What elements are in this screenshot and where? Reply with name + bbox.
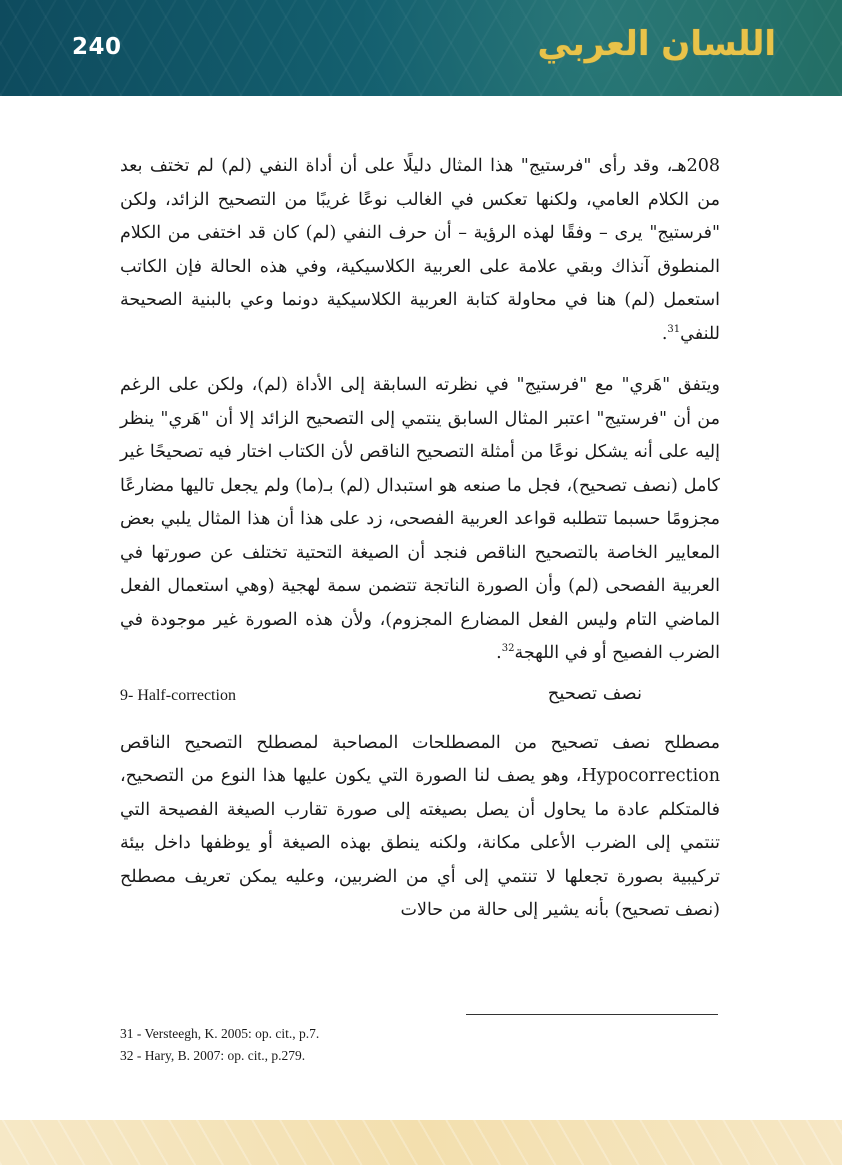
footnote-31: 31 - Versteegh, K. 2005: op. cit., p.7. [120,1026,320,1041]
paragraph-1-text: 208هـ، وقد رأى "فرستيج" هذا المثال دليلًا على أن أداة النفي (لم) لم تختف بعد من الكلام العامي، ولكنها تعكس في الغالب نوعًا غريبًا من التصحيح الزائد، ولكن "فرستيج" يرى – وفقًا لهذه الرؤية – أن حرف النفي (لم) كان قد اختفى من الكلام المنطوق آنذاك وبقي علامة على العربية الكلاسيكية، وفي هذه الحالة فإن الكاتب استعمل (لم) هنا في محاولة كتابة العربية الكلاسيكية دونما وعي بالبنية الصحيحة للنفي [120,156,720,344]
paragraph-3: مصطلح نصف تصحيح من المصطلحات المصاحبة لمصطلح التصحيح الناقص Hypocorrection، وهو يصف لنا الصورة التي يكون عليها هذا النوع من التصحيح، فالمتكلم عادة ما يحاول أن يصل بصيغته إلى صورة تقارب الصيغة الفصيحة التي تنتمي إلى الضرب الأعلى مكانة، ولكنه ينطق بهذه الصيغة أو يوظفها داخل بيئة تركيبية بصورة تجعلها لا تنتمي إلى أي من الضربين، وعليه يمكن تعريف مصطلح (نصف تصحيح) بأنه يشير إلى حالة من حالات [120,732,720,920]
page-header [0,0,842,96]
paragraph-2: ويتفق "هَري" مع "فرستيج" في نظرته السابقة إلى الأداة (لم)، ولكن على الرغم من أن "فرستيج" اعتبر المثال السابق ينتمي إلى التصحيح الزائد إلا أن "هَري" ينظر إليه على أنه يشكل نوعًا من أمثلة التصحيح الناقص لأن الكتاب اختار فيه تصحيحًا غير كامل (نصف تصحيح)، فجل ما صنعه هو استبدال (لم) بـ(ما) ولم يجعل تاليها مضارعًا مجزومًا حسبما تتطلبه قواعد العربية الفصحى، زد على هذا أن هذا المثال يلبي بعض المعايير الخاصة بالتصحيح الناقص فنجد أن الصيغة التحتية تختلف عن صورتها في العربية الفصحى (لم) وأن الصورة الناتجة تتضمن سمة لهجية (وهي استعمال الفعل الماضي التام وليس الفعل المضارع المجزوم)، ولأن هذه الصورة غير موجودة في الضرب الفصيح أو في اللهجة$^{32}$. [120,375,720,663]
page-body [120,150,720,928]
footnote-32: 32 - Hary, B. 2007: op. cit., p.279. [120,1048,306,1063]
paragraph-2-text: ويتفق "هَري" مع "فرستيج" في نظرته السابقة إلى الأداة (لم)، ولكن على الرغم من أن "فرستيج" اعتبر المثال السابق ينتمي إلى التصحيح الزائد إلا أن "هَري" ينظر إليه على أنه يشكل نوعًا من أمثلة التصحيح الناقص لأن الكتاب اختار فيه تصحيحًا غير كامل (نصف تصحيح)، فجل ما صنعه هو استبدال (لم) بـ(ما) ولم يجعل تاليها مضارعًا مجزومًا حسبما تتطلبه قواعد العربية الفصحى، زد على هذا أن هذا المثال يلبي بعض المعايير الخاصة بالتصحيح الناقص فنجد أن الصيغة التحتية تختلف عن صورتها في العربية الفصحى (لم) وأن الصورة الناتجة تتضمن سمة لهجية (وهي استعمال الفعل الماضي التام وليس الفعل المضارع المجزوم)، ولأن هذه الصورة غير موجودة في الضرب الفصيح أو في اللهجة [120,375,720,663]
footnotes [120,1023,319,1067]
footnote-divider [466,1014,718,1015]
page-number: 240 [72,34,122,60]
term-heading [120,681,720,721]
journal-logo: اللسان العربي [537,24,776,64]
paragraph-1: 208هـ، وقد رأى "فرستيج" هذا المثال دليلًا على أن أداة النفي (لم) لم تختف بعد من الكلام العامي، ولكنها تعكس في الغالب نوعًا غريبًا من التصحيح الزائد، ولكن "فرستيج" يرى – وفقًا لهذه الرؤية – أن حرف النفي (لم) كان قد اختفى من الكلام المنطوق آنذاك وبقي علامة على العربية الكلاسيكية، وفي هذه الحالة فإن الكاتب استعمل (لم) هنا في محاولة كتابة العربية الكلاسيكية دونما وعي بالبنية الصحيحة للنفي$^{31}$. [120,156,720,344]
footnote-ref-32[interactable]: 32 [501,643,515,655]
term-english: 9- Half-correction [120,686,236,704]
page-footer-band [0,1120,842,1165]
footnote-ref-31[interactable]: 31 [667,323,681,335]
term-arabic: نصف تصحيح [547,682,642,704]
